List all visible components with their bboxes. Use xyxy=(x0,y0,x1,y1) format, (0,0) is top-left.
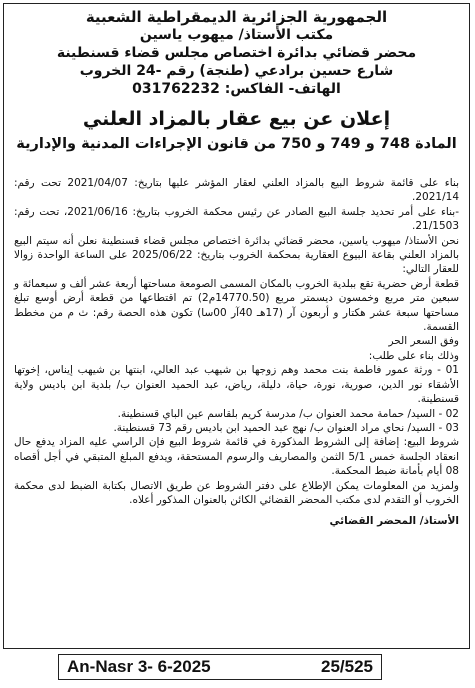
header-address: شارع حسين برادعي (طنجة) رقم -24 الخروب xyxy=(79,63,394,79)
header-republic: الجمهورية الجزائرية الديمقراطية الشعبية xyxy=(85,8,388,26)
header-jurisdiction: محضر قضائي بدائرة اختصاص مجلس قضاء قسنطينة xyxy=(56,45,417,61)
paragraph-sale-conditions: شروط البيع: إضافة إلى الشروط المذكورة في قائمة شروط البيع فإن الراسي عليه المزاد يدفع حال انعقاد الجلسة خمس 5/1 الثمن والمصاريف والرسوم المستحقة، ويدفع المبلغ المتبقي في أجل أقصاه 08 أيام بأمانة ضبط المحكمة. xyxy=(14,436,459,478)
paragraph-requester-1: 01 - ورثة عمور فاطمة بنت محمد وهم زوجها بن شيهب عبد العالي، ابنتها بن شيهب إيناس، إخوتها الأشقاء نور الدين، صورية، نورة، حياة، دليلة، رياض، عبد الحميد العنوان ب/ بلدية ابن باديس ولاية قسنطينة. xyxy=(14,364,459,406)
publication-footer xyxy=(58,654,382,680)
notice-body xyxy=(14,176,459,507)
paragraph-price: وفق السعر الحر xyxy=(388,335,459,348)
publication-name-date: An-Nasr 3- 6-2025 xyxy=(67,657,211,676)
notice-title: إعلان عن بيع عقار بالمزاد العلني xyxy=(82,108,391,130)
notice-subtitle: المادة 748 و 749 و 750 من قانون الإجراءات المدنية والإدارية xyxy=(16,136,457,152)
header-phone-fax: الهاتف- الفاكس: 031762232 xyxy=(132,81,341,97)
paragraph-requester-2: 02 - السيد/ حمامة محمد العنوان ب/ مدرسة كريم بلقاسم عين الباي قسنطينة. xyxy=(117,407,459,420)
paragraph-more-info: ولمزيد من المعلومات يمكن الإطلاع على دفتر الشروط عن طريق الاتصال بكتابة الضبط لدى محكمة الخروب أو التقدم لدى مكتب المحضر القضائي الكائن بالعنوان المذكور أعلاه. xyxy=(14,479,459,506)
paragraph-property: قطعة أرض حضرية تقع ببلدية الخروب بالمكان المسمى الصومعة مساحتها أربعة عشر ألف و سبعمائة و سبعين متر مربع وخمسون ديسمتر مربع (14770.50م2) تم اقتطاعها من قطعة أرض أوسع تبلغ مساحتها سبعة عشر هكتار و أربعون آر (17هـ 40آر 00سا) تكون هذه الحصة رقم: ث م من مخطط القسمة. xyxy=(14,277,460,334)
header-office: مكتب الأستاذ/ ميهوب ياسين xyxy=(139,27,334,43)
paragraph-conditions-list: بناء على قائمة شروط البيع بالمزاد العلني لعقار المؤشر عليها بتاريخ: 2021/04/07 تحت رقم: 2021/14. xyxy=(14,177,459,204)
signature: الأستاذ/ المحضر القضائي xyxy=(329,515,459,528)
paragraph-request-intro: وذلك بناء على طلب: xyxy=(368,349,459,362)
publication-page-ref: 25/525 xyxy=(321,657,373,676)
paragraph-session-order: -بناء على أمر تحديد جلسة البيع الصادر عن رئيس محكمة الخروب بتاريخ: 2021/06/16، تحت رقم: 21/1503. xyxy=(14,205,459,233)
paragraph-requester-3: 03 - السيد/ نحاي مراد العنوان ب/ نهج عبد الحميد ابن باديس رقم 73 قسنطينة. xyxy=(113,421,459,434)
notice-header xyxy=(4,8,469,98)
auction-notice xyxy=(3,3,470,649)
paragraph-announcement: نحن الأستاذ/ ميهوب ياسين، محضر قضائي بدائرة اختصاص مجلس قضاء قسنطينة نعلن أنه سيتم البيع بالمزاد العلني بقاعة البيوع العقارية بمحكمة الخروب بتاريخ: 2025/06/22 على الساعة الواحدة زوالا للعقار التالي: xyxy=(14,234,459,276)
